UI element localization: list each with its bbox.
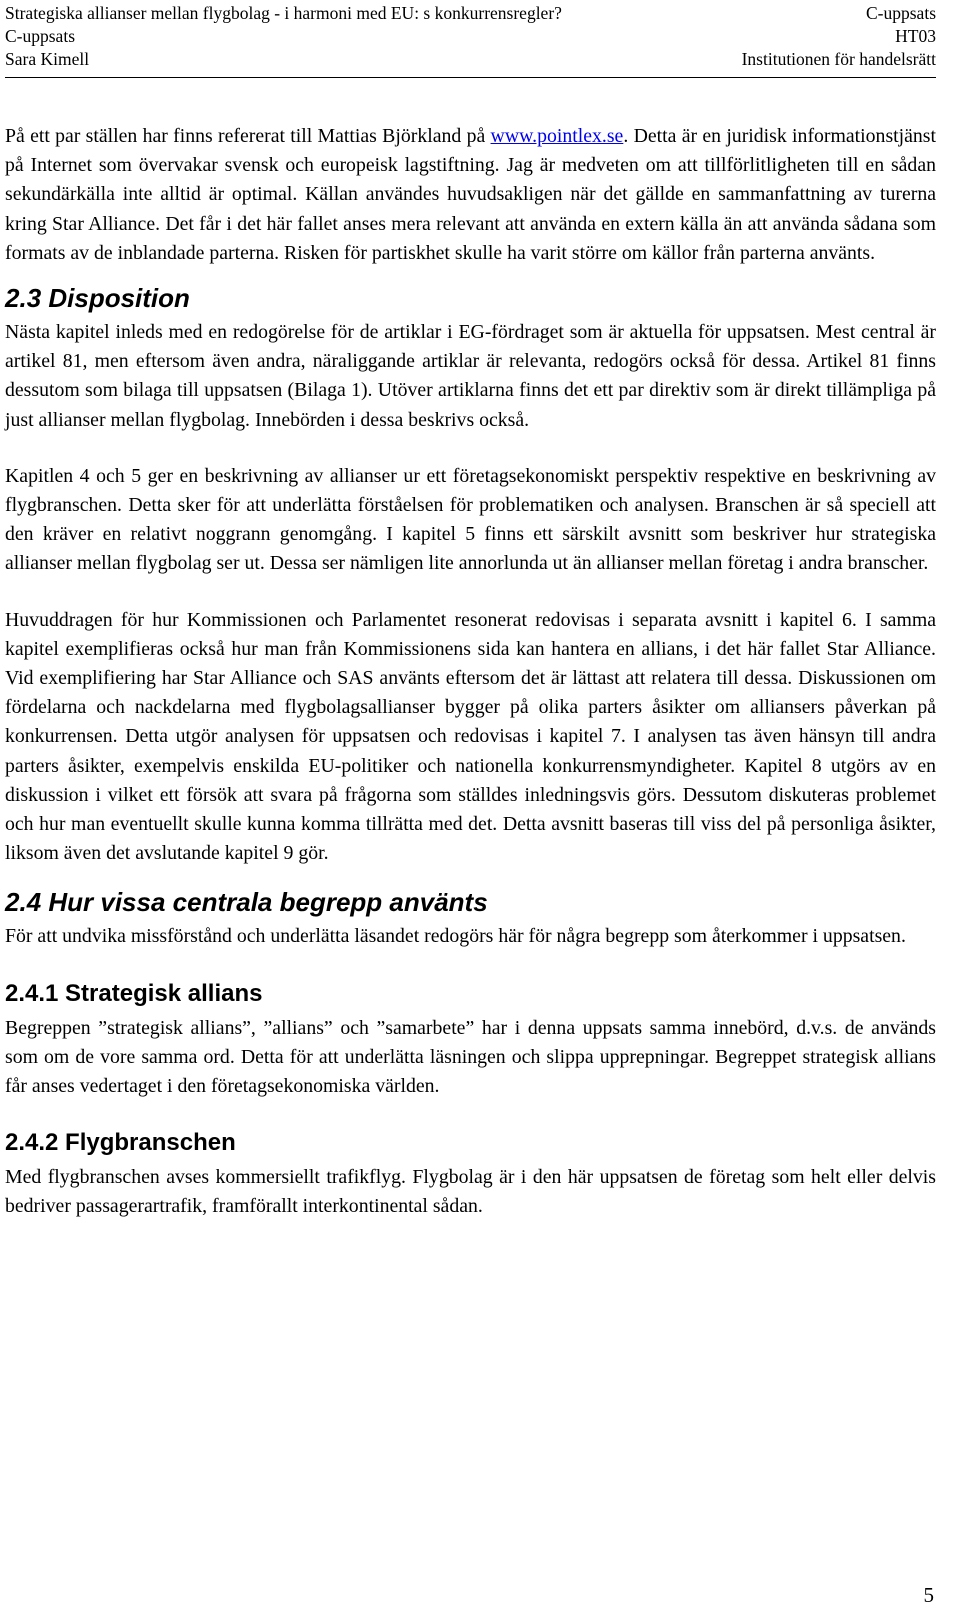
document-type: C-uppsats [866,3,936,23]
page-body [5,122,936,1222]
page-header [5,2,936,78]
header-row-1 [5,2,936,25]
paragraph-begrepp-intro: För att undvika missförstånd och underlätta läsandet redogörs här för några begrepp som återkommer i uppsatsen. [5,925,906,948]
document-title: Strategiska allianser mellan flygbolag - i harmoni med EU: s konkurrensregler? [5,3,562,23]
page-number: 5 [923,1583,934,1607]
paragraph-strategisk-allians: Begreppen ”strategisk allians”, ”allians” och ”samarbete” har i denna uppsats samma innebörd, d.v.s. de används som om de vore samma ord. Detta för att underlätta läsningen och slippa upprepningar. Begreppet strategisk allians får anses vedertaget i den företagsekonomiska världen. [5,1016,936,1098]
author: Sara Kimell [5,49,90,69]
term: HT03 [895,26,936,46]
document-type-left: C-uppsats [5,26,75,46]
paragraph-disposition-2: Kapitlen 4 och 5 ger en beskrivning av allianser ur ett företagsekonomiskt perspektiv respektive en beskrivning av flygbranschen. Detta sker för att underlätta förståelsen för problematiken och analysen. Branschen är så speciell att den kräver en relativt noggrann genomgång. I kapitel 5 finns ett särskilt avsnitt som beskriver hur strategiska allianser mellan flygbolag ser ut. Dessa ser nämligen lite annorlunda ut än allianser mellan företag i andra branscher. [5,464,936,575]
header-row-2 [5,25,936,48]
heading-2-4-begrepp: 2.4 Hur vissa centrala begrepp använts [5,887,488,918]
department: Institutionen för handelsrätt [741,49,936,69]
pointlex-link[interactable]: www.pointlex.se [490,125,624,147]
heading-2-4-2-flygbranschen: 2.4.2 Flygbranschen [5,1129,236,1157]
header-row-3 [5,48,936,71]
paragraph-disposition-3: Huvuddragen för hur Kommissionen och Parlamentet resonerat redovisas i separata avsnitt i kapitel 6. I samma kapitel exemplifieras också hur man från Kommissionens sida kan hantera en allians, i det här fallet Star Alliance. Vid exemplifiering har Star Alliance och SAS använts eftersom det är lättast att relatera till dessa. Diskussionen om fördelarna och nackdelarna med flygbolagsallianser bygger på olika parters åsikter om alliansers påverkan på konkurrensen. Detta utgör analysen för uppsatsen och redovisas i kapitel 7. I analysen tas även hänsyn till andra parters åsikter, exempelvis enskilda EU-politiker och nationella konkurrensmyndigheter. Kapitel 8 utgörs av en diskussion i vilket ett försök att svara på frågorna som ställdes inledningsvis görs. Dessutom diskuteras problemet och hur man eventuellt skulle kunna komma tillrätta med det. Detta avsnitt baseras till viss del på personliga åsikter, liksom även det avslutande kapitel 9 gör. [5,608,936,865]
heading-2-3-disposition: 2.3 Disposition [5,283,190,314]
paragraph-disposition-1: Nästa kapitel inleds med en redogörelse för de artiklar i EG-fördraget som är aktuella för uppsatsen. Mest central är artikel 81, men eftersom även andra, näraliggande artiklar är relevanta, redogörs också för dessa. Artikel 81 finns dessutom som bilaga till uppsatsen (Bilaga 1). Utöver artiklarna finns det ett par direktiv som är direkt tillämpliga på just allianser mellan flygbolag. Innebörden i dessa beskrivs också. [5,321,936,431]
paragraph-flygbranschen: Med flygbranschen avses kommersiellt trafikflyg. Flygbolag är i den här uppsatsen de företag som helt eller delvis bedriver passagerartrafik, framförallt interkontinental sådan. [5,1166,936,1218]
paragraph-sources: På ett par ställen har finns refererat till Mattias Björkland på www.pointlex.se. Detta är en juridisk informationstjänst på Internet som övervakar svensk och europeisk lagstiftning. Jag är medveten om att tillförlitligheten till en sådan sekundärkälla inte alltid är optimal. Källan användes huvudsakligen när det gällde en sammanfattning av turerna kring Star Alliance. Det får i det här fallet anses mera relevant att använda en extern källa än att använda sådana som formats av de inblandade parterna. Risken för partiskhet skulle ha varit större om källor från parterna använts. [5,125,936,264]
heading-2-4-1-strategisk-allians: 2.4.1 Strategisk allians [5,979,263,1007]
